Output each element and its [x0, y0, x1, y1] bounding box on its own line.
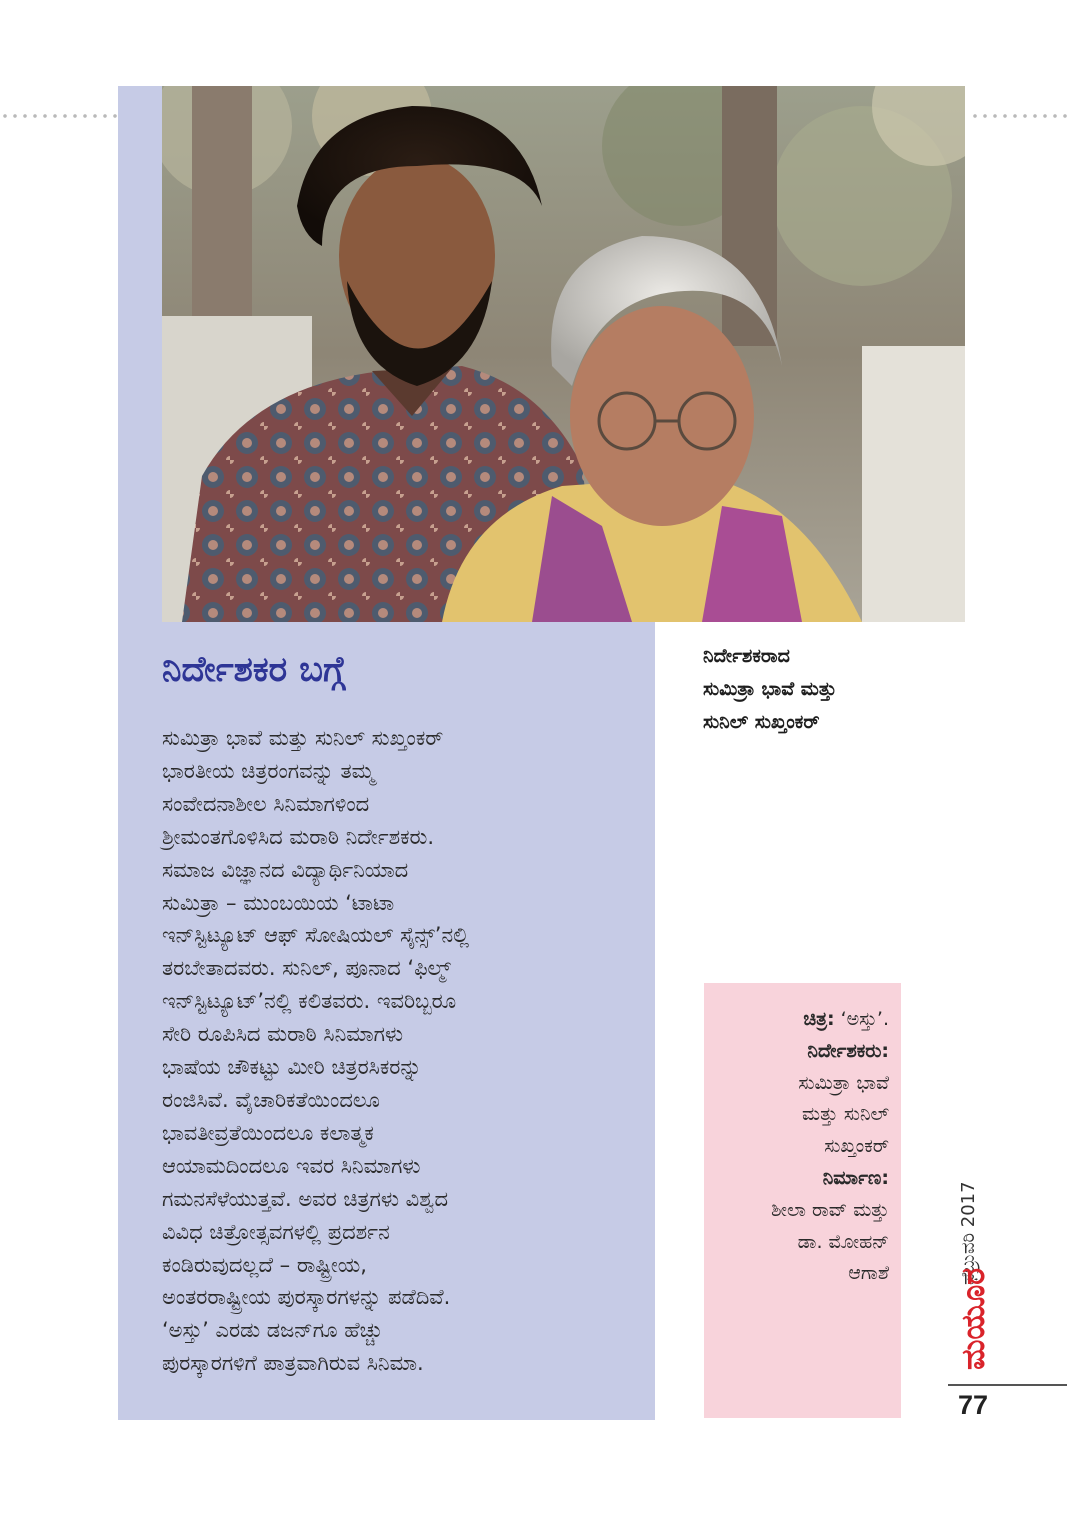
directors-line: ಸುಖ್ತಂಕರ್ [824, 1135, 889, 1158]
directors-line: ಸುಮಿತ್ರಾ ಭಾವೆ [798, 1071, 889, 1094]
body-line: ಇನ್‌ಸ್ಟಿಟ್ಯೂಟ್’ನಲ್ಲಿ ಕಲಿತವರು. ಇವರಿಬ್ಬರೂ [162, 989, 457, 1014]
body-line: ರಂಜಿಸಿವೆ. ವೈಚಾರಿಕತೆಯಿಂದಲೂ [162, 1087, 380, 1112]
directors-line: ಮತ್ತು ಸುನಿಲ್ [802, 1103, 889, 1126]
body-line: ಸುಮಿತ್ರಾ – ಮುಂಬಯಿಯ ‘ಟಾಟಾ [162, 890, 395, 915]
body-line: ಗಮನಸೆಳೆಯುತ್ತವೆ. ಅವರ ಚಿತ್ರಗಳು ವಿಶ್ವದ [162, 1186, 449, 1211]
body-line: ‘ಅಸ್ತು’ ಎರಡು ಡಜನ್‌ಗೂ ಹೆಚ್ಚು [162, 1318, 383, 1343]
film-credits-box [704, 983, 901, 1418]
body-line: ಸುಮಿತ್ರಾ ಭಾವೆ ಮತ್ತು ಸುನಿಲ್ ಸುಖ್ತಂಕರ್ [162, 726, 444, 750]
issue-date [958, 1155, 998, 1285]
production-line: ಶೀಲಾ ರಾವ್ ಮತ್ತು [771, 1198, 889, 1221]
body-line: ಶ್ರೀಮಂತಗೊಳಿಸಿದ ಮರಾಠಿ ನಿರ್ದೇಶಕರು. [162, 824, 435, 849]
body-line: ಸಮಾಜ ವಿಜ್ಞಾನದ ವಿದ್ಯಾರ್ಥಿನಿಯಾದ [162, 857, 409, 882]
caption-line: ಸುಮಿತ್ರಾ ಭಾವೆ ಮತ್ತು [703, 678, 837, 700]
directors-photo [162, 86, 965, 622]
body-line: ಭಾವತೀವ್ರತೆಯಿಂದಲೂ ಕಲಾತ್ಮಕ [162, 1120, 374, 1145]
production-label: ನಿರ್ಮಾಣ: [822, 1166, 889, 1189]
article-heading: ನಿರ್ದೇಶಕರ ಬಗ್ಗೆ [162, 650, 346, 690]
production-line: ಆಗಾಶೆ [848, 1262, 889, 1285]
production-line: ಡಾ. ಮೋಹನ್ [797, 1230, 889, 1253]
photo-caption [703, 640, 837, 739]
body-line: ಸಂವೇದನಾಶೀಲ ಸಿನಿಮಾಗಳಿಂದ [162, 791, 370, 816]
body-line: ತರಬೇತಾದವರು. ಸುನಿಲ್, ಪೂನಾದ ‘ಫಿಲ್ಮ್ [162, 956, 451, 981]
issue-date-text: ಫೆಬ್ರುವರಿ 2017 [958, 1181, 979, 1285]
caption-line: ನಿರ್ದೇಶಕರಾದ [703, 645, 790, 667]
film-label: ಚಿತ್ರ: [803, 1008, 835, 1030]
decorative-dotted-rule-left [0, 113, 118, 119]
film-credits-text [771, 1004, 889, 1290]
body-line: ಇನ್‌ಸ್ಟಿಟ್ಯೂಟ್ ಆಫ್ ಸೋಷಿಯಲ್ ಸೈನ್ಸ್’ನಲ್ಲಿ [162, 923, 470, 948]
page-number: 77 [958, 1390, 989, 1420]
magazine-name: ಮಯೂರ [954, 1267, 992, 1370]
body-line: ಆಯಾಮದಿಂದಲೂ ಇವರ ಸಿನಿಮಾಗಳು [162, 1153, 421, 1178]
decorative-dotted-rule-right [970, 113, 1072, 119]
body-line: ಕಂಡಿರುವುದಲ್ಲದೆ – ರಾಷ್ಟ್ರೀಯ, [162, 1252, 367, 1277]
magazine-logo [950, 1230, 998, 1370]
body-line: ಸೇರಿ ರೂಪಿಸಿದ ಮರಾಠಿ ಸಿನಿಮಾಗಳು [162, 1022, 404, 1047]
body-line: ಭಾಷೆಯ ಚೌಕಟ್ಟು ಮೀರಿ ಚಿತ್ರರಸಿಕರನ್ನು [162, 1055, 422, 1080]
film-title-line [771, 1004, 889, 1036]
body-line: ಅಂತರರಾಷ್ಟ್ರೀಯ ಪುರಸ್ಕಾರಗಳನ್ನು ಪಡೆದಿವೆ. [162, 1285, 451, 1310]
body-line: ವಿವಿಧ ಚಿತ್ರೋತ್ಸವಗಳಲ್ಲಿ ಪ್ರದರ್ಶನ [162, 1219, 390, 1244]
article-body [162, 722, 642, 1380]
body-line: ಭಾರತೀಯ ಚಿತ್ರರಂಗವನ್ನು ತಮ್ಮ [162, 758, 375, 783]
footer-rule [948, 1384, 1067, 1386]
directors-label: ನಿರ್ದೇಶಕರು: [807, 1039, 889, 1062]
body-line: ಪುರಸ್ಕಾರಗಳಿಗೆ ಪಾತ್ರವಾಗಿರುವ ಸಿನಿಮಾ. [162, 1351, 424, 1376]
caption-line: ಸುನಿಲ್ ಸುಖ್ತಂಕರ್ [703, 711, 820, 733]
film-value: ‘ಅಸ್ತು’. [840, 1008, 889, 1030]
